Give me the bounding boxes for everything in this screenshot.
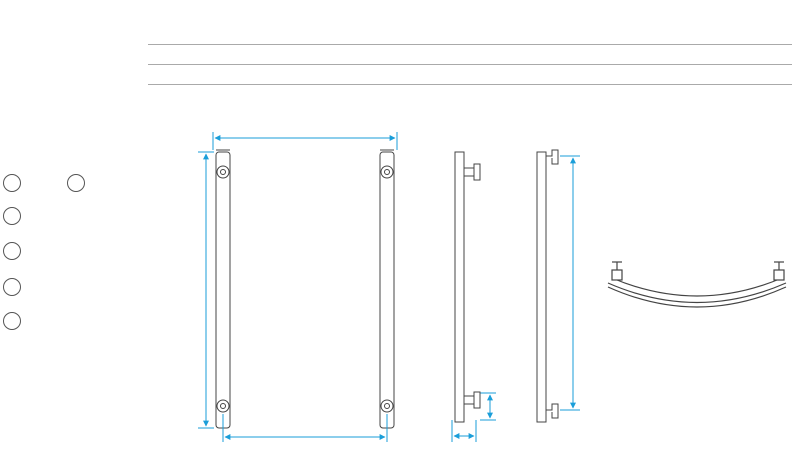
- top-view: [608, 262, 786, 307]
- right-rail: [380, 152, 394, 428]
- brackets-front: [216, 150, 394, 412]
- side-view-side: [537, 150, 558, 422]
- side-view-bottom: [455, 152, 480, 422]
- front-view: [216, 150, 394, 428]
- left-rail: [216, 152, 230, 428]
